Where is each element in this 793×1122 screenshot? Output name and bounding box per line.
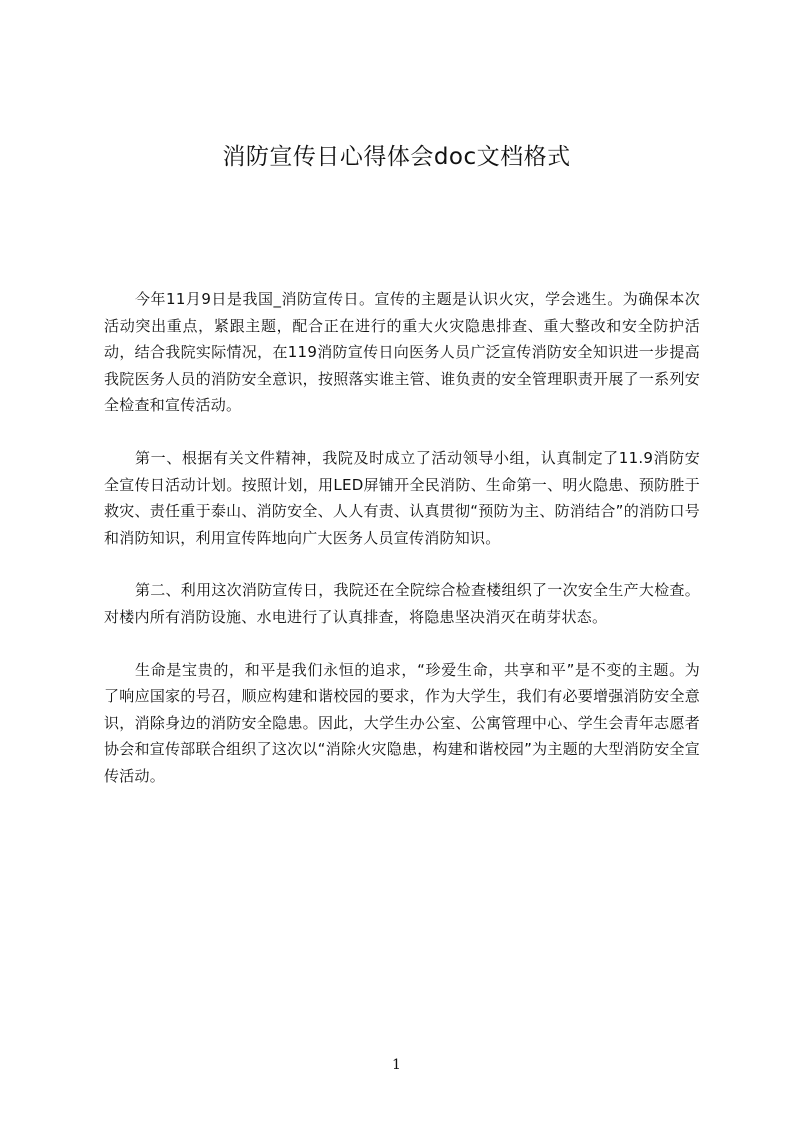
paragraph-second: 第二、利用这次消防宣传日，我院还在全院综合检查楼组织了一次安全生产大检查。对楼内所有消防设施、水电进行了认真排查，将隐患坚决消灭在萌芽状态。 xyxy=(104,581,700,626)
paragraph-intro: 今年11月9日是我国_消防宣传日。宣传的主题是认识火灾，学会逃生。为确保本次活动突出重点，紧跟主题，配合正在进行的重大火灾隐患排查、重大整改和安全防护活动，结合我院实际情况，在119消防宣传日向医务人员广泛宣传消防安全知识进一步提高我院医务人员的消防安全意识，按照落实谁主管、谁负责的安全管理职责开展了一系列安全检查和宣传活动。 xyxy=(104,290,700,415)
paragraph-first: 第一、根据有关文件精神，我院及时成立了活动领导小组，认真制定了11.9消防安全宣传日活动计划。按照计划，用LED屏铺开全民消防、生命第一、明火隐患、预防胜于救灾、责任重于泰山、消防安全、人人有责、认真贯彻“预防为主、防消结合”的消防口号和消防知识，利用宣传阵地向广大医务人员宣传消防知识。 xyxy=(104,448,700,547)
page-number: 1 xyxy=(392,1057,401,1073)
document-body xyxy=(104,286,700,816)
paragraph-conclusion: 生命是宝贵的，和平是我们永恒的追求，“珍爱生命，共享和平”是不变的主题。为了响应国家的号召，顺应构建和谐校园的要求，作为大学生，我们有必要增强消防安全意识，消除身边的消防安全隐患。因此，大学生办公室、公寓管理中心、学生会青年志愿者协会和宣传部联合组织了这次以“消除火灾隐患，构建和谐校园”为主题的大型消防安全宣传活动。 xyxy=(104,660,700,785)
document-title: 消防宣传日心得体会doc文档格式 xyxy=(222,144,571,170)
